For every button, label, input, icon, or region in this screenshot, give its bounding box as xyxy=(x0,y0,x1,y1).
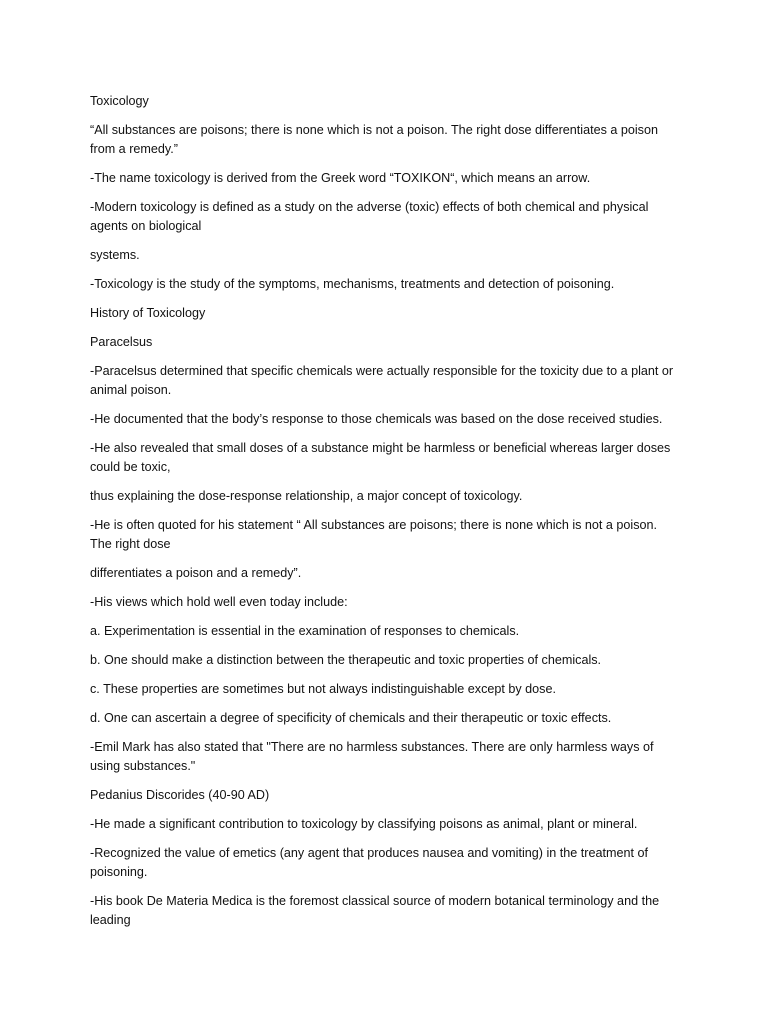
paragraph: -He also revealed that small doses of a substance might be harmless or beneficial whereas larger doses could be toxic, xyxy=(90,441,671,474)
section-heading: History of Toxicology xyxy=(90,306,206,320)
paragraph: -His book De Materia Medica is the foremost classical source of modern botanical terminology and the leading xyxy=(90,894,660,927)
paragraph: -He documented that the body’s response to those chemicals was based on the dose received studies. xyxy=(90,412,663,426)
subsection-heading: Paracelsus xyxy=(90,335,153,349)
paragraph: systems. xyxy=(90,248,140,262)
paragraph: -Modern toxicology is defined as a study on the adverse (toxic) effects of both chemical and physical agents on biological xyxy=(90,200,649,233)
list-item: a. Experimentation is essential in the examination of responses to chemicals. xyxy=(90,624,520,638)
paragraph: -Paracelsus determined that specific chemicals were actually responsible for the toxicity due to a plant or animal poison. xyxy=(90,364,674,397)
paragraph: -Toxicology is the study of the symptoms, mechanisms, treatments and detection of poisoning. xyxy=(90,277,615,291)
list-item: b. One should make a distinction between the therapeutic and toxic properties of chemicals. xyxy=(90,653,602,667)
paragraph: “All substances are poisons; there is none which is not a poison. The right dose differentiates a poison from a remedy.” xyxy=(90,123,658,156)
paragraph: -He made a significant contribution to toxicology by classifying poisons as animal, plant or mineral. xyxy=(90,817,638,831)
list-item: c. These properties are sometimes but not always indistinguishable except by dose. xyxy=(90,682,556,696)
subsection-heading: Pedanius Discorides (40-90 AD) xyxy=(90,788,270,802)
document-body xyxy=(90,92,680,940)
paragraph: differentiates a poison and a remedy”. xyxy=(90,566,302,580)
list-item: d. One can ascertain a degree of specificity of chemicals and their therapeutic or toxic effects. xyxy=(90,711,612,725)
paragraph: -Emil Mark has also stated that "There are no harmless substances. There are only harmless ways of using substances." xyxy=(90,740,654,773)
paragraph: -His views which hold well even today include: xyxy=(90,595,348,609)
paragraph: -The name toxicology is derived from the Greek word “TOXIKON“, which means an arrow. xyxy=(90,171,591,185)
paragraph: thus explaining the dose-response relationship, a major concept of toxicology. xyxy=(90,489,523,503)
paragraph: -Recognized the value of emetics (any agent that produces nausea and vomiting) in the treatment of poisoning. xyxy=(90,846,648,879)
document-title: Toxicology xyxy=(90,94,149,108)
paragraph: -He is often quoted for his statement “ All substances are poisons; there is none which is not a poison. The right dose xyxy=(90,518,658,551)
